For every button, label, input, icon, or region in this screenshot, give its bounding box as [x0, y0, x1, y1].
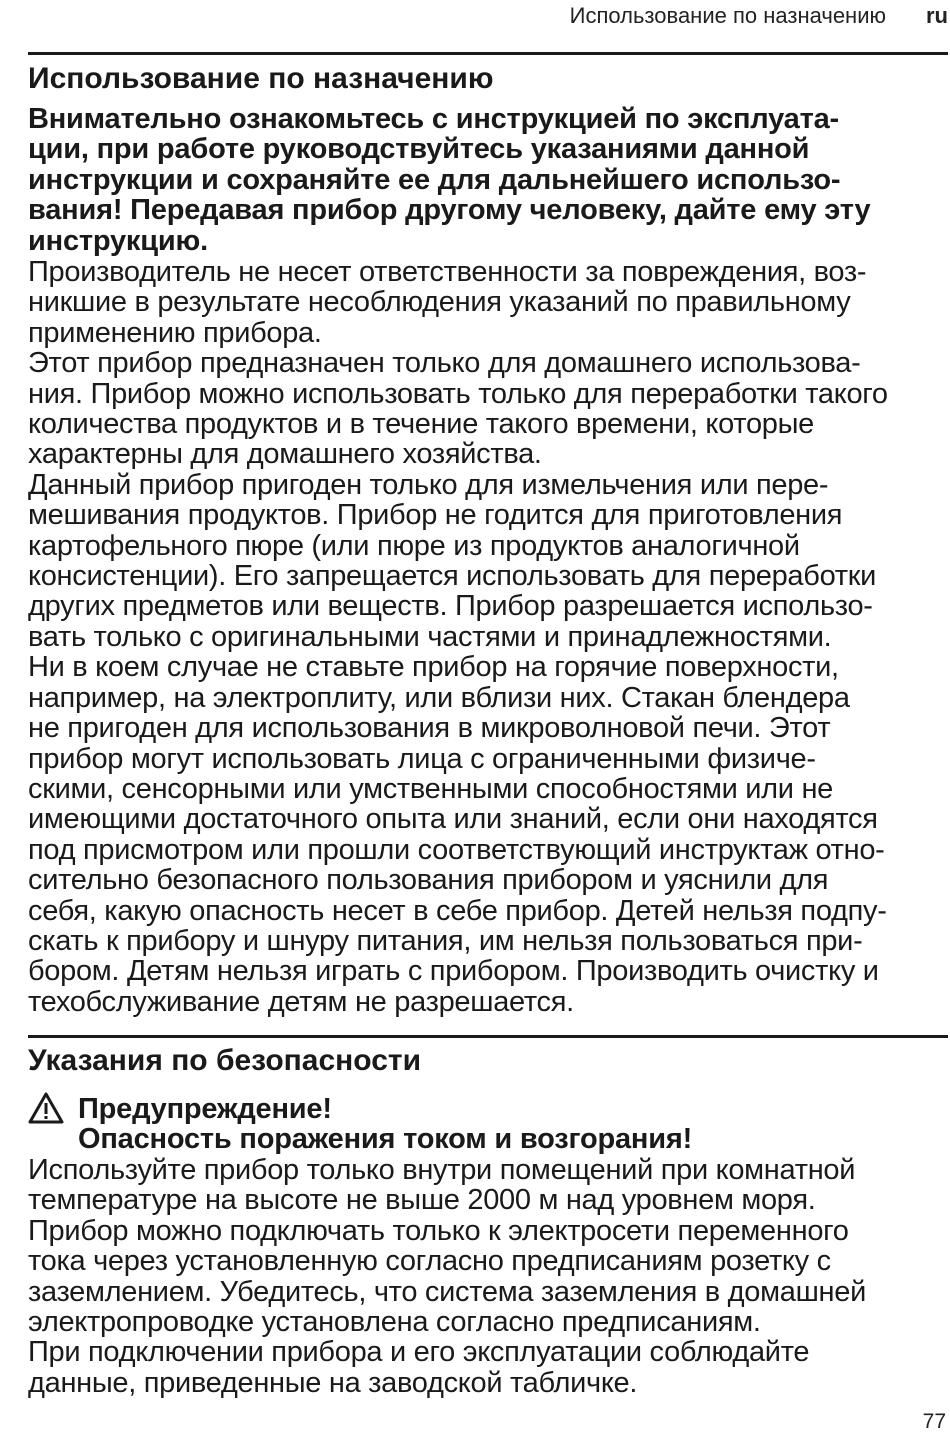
- body-line: электропроводке установлена согласно предписаниям.: [28, 1306, 761, 1339]
- body-line: имеющими достаточного опыта или знаний, если они находятся: [28, 803, 878, 836]
- body-line: температуре на высоте не выше 2000 м над уровнем моря.: [28, 1184, 816, 1217]
- body-line: скать к прибору и шнуру питания, им нельзя пользоваться при-: [28, 924, 863, 957]
- warning-subtitle: Опасность поражения током и возгорания!: [78, 1123, 693, 1156]
- body-line: ния. Прибор можно использовать только для переработки такого: [28, 377, 888, 410]
- body-line: сительно безопасного пользования прибором и уяснили для: [28, 864, 829, 897]
- body-line: Производитель не несет ответственности за повреждения, воз-: [28, 256, 867, 288]
- body-line: заземлением. Убедитесь, что система заземления в домашней: [28, 1275, 866, 1308]
- intro-line: инструкцию.: [28, 224, 208, 257]
- body-line: никшие в результате несоблюдения указаний по правильному: [28, 286, 851, 319]
- body-line: При подключении прибора и его эксплуатации соблюдайте: [28, 1336, 810, 1369]
- body-line: данные, приведенные на заводской табличке.: [28, 1366, 638, 1399]
- body-line: мешивания продуктов. Прибор не годится для приготовления: [28, 499, 843, 532]
- section-title-safety: Указания по безопасности: [28, 1044, 422, 1077]
- body-line: Этот прибор предназначен только для домашнего использова-: [28, 347, 861, 380]
- body-line: прибор могут использовать лица с ограниченными физиче-: [28, 742, 816, 775]
- body-line: например, на электроплиту, или вблизи них. Стакан блендера: [28, 681, 850, 714]
- section-title-intended-use: Использование по назначению: [28, 62, 494, 95]
- body-line: Ни в коем случае не ставьте прибор на горячие поверхности,: [28, 651, 839, 684]
- intro-line: Внимательно ознакомьтесь с инструкцией по эксплуата-: [28, 103, 839, 135]
- body-line: бором. Детям нельзя играть с прибором. Производить очистку и: [28, 955, 879, 988]
- body-line: Прибор можно подключать только к электросети переменного: [28, 1214, 849, 1247]
- body-line: Используйте прибор только внутри помещений при комнатной: [28, 1154, 856, 1186]
- warning-triangle-icon: [28, 1092, 64, 1124]
- page-number: 77: [922, 1410, 946, 1433]
- body-line: техобслуживание детям не разрешается.: [28, 985, 574, 1018]
- warning-block: [78, 1094, 692, 1155]
- document-page: [28, 0, 948, 1433]
- body-line: других предметов или веществ. Прибор разрешается использо-: [28, 590, 873, 623]
- header-rule: [28, 52, 948, 55]
- body-line: скими, сенсорными или умственными способностями или не: [28, 772, 834, 805]
- body-line: Данный прибор пригоден только для измельчения или пере-: [28, 468, 829, 501]
- body-line: себя, какую опасность несет в себе прибор. Детей нельзя подпу-: [28, 894, 887, 927]
- body-line: под присмотром или прошли соответствующий инструктаж отно-: [28, 833, 885, 866]
- intro-line: ции, при работе руководствуйтесь указаниями данной: [28, 133, 810, 166]
- running-header-section: Использование по назначению: [569, 3, 886, 28]
- safety-body: [28, 1155, 866, 1398]
- intended-use-body: [28, 257, 888, 1017]
- body-line: вать только с оригинальными частями и принадлежностями.: [28, 620, 832, 653]
- body-line: применению прибора.: [28, 316, 322, 349]
- intro-line: инструкции и сохраняйте ее для дальнейшего использо-: [28, 163, 841, 196]
- body-line: консистенции). Его запрещается использовать для переработки: [28, 560, 877, 593]
- running-header: [570, 3, 948, 29]
- body-line: характерны для домашнего хозяйства.: [28, 438, 542, 471]
- intro-bold-paragraph: [28, 104, 870, 256]
- body-line: не пригоден для использования в микроволновой печи. Этот: [28, 712, 831, 745]
- body-line: картофельного пюре (или пюре из продуктов аналогичной: [28, 529, 800, 562]
- intro-line: вания! Передавая прибор другому человеку, дайте ему эту: [28, 194, 871, 227]
- language-code: ru: [926, 3, 948, 28]
- warning-title: Предупреждение!: [78, 1093, 332, 1125]
- body-line: количества продуктов и в течение такого времени, которые: [28, 408, 814, 441]
- section-divider-rule: [28, 1035, 948, 1038]
- body-line: тока через установленную согласно предписаниям розетку с: [28, 1245, 831, 1278]
